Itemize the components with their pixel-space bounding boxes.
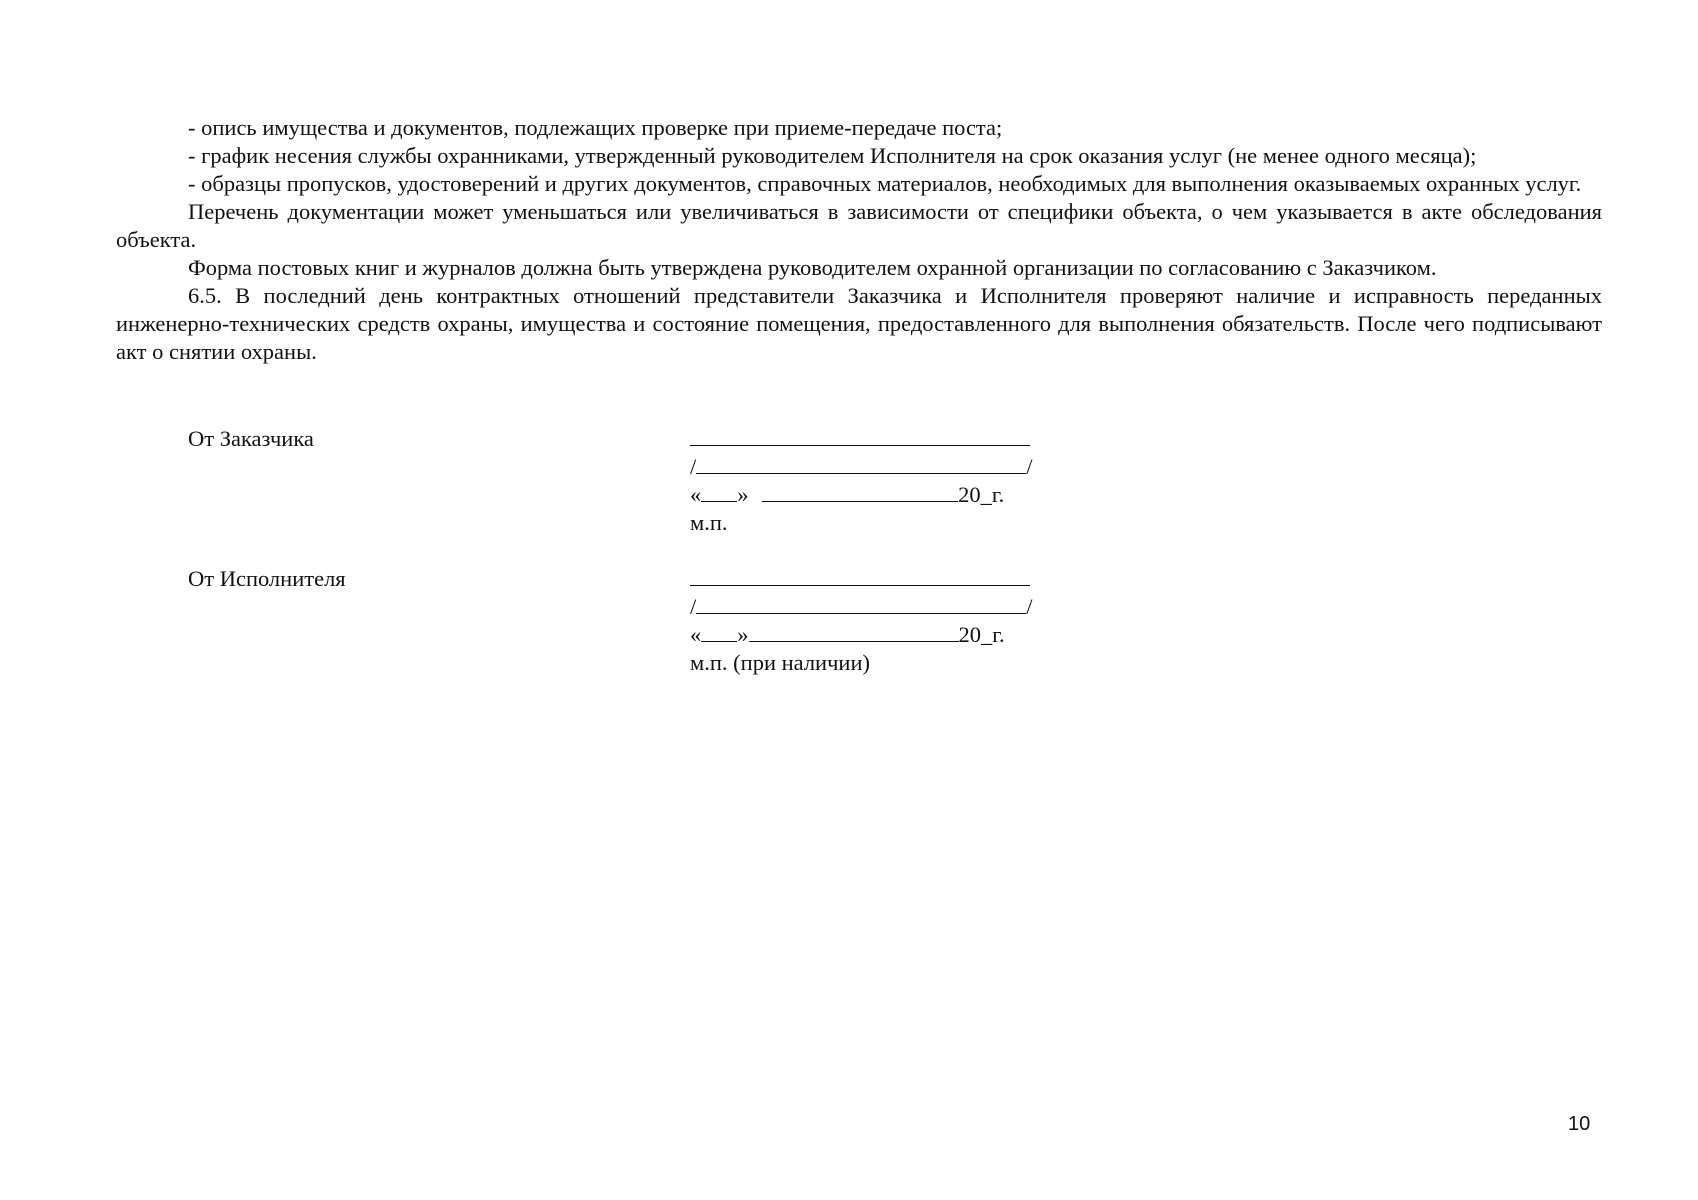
contractor-signature-label: От Исполнителя xyxy=(188,566,346,591)
contractor-name-line xyxy=(690,593,1033,621)
contractor-name-slash-close: / xyxy=(1026,594,1033,619)
customer-name-slash-close: / xyxy=(1026,454,1033,479)
contractor-year: 20_г. xyxy=(958,622,1005,647)
customer-signature-underline xyxy=(690,425,1030,446)
paragraph-samples: - образцы пропусков, удостоверений и других документов, справочных материалов, необходимых для выполнения оказываемых охранных услуг. xyxy=(188,171,1582,196)
paragraph-section-6-5: 6.5. В последний день контрактных отношений представители Заказчика и Исполнителя проверяют наличие и исправность переданных инженерно-технических средств охраны, имущества и состояние помещения, предоставленного для выполнения обязательств. После чего подписывают акт о снятии охраны. xyxy=(116,283,1602,364)
customer-signature-label: От Заказчика xyxy=(188,426,314,451)
contractor-stamp: м.п. (при наличии) xyxy=(690,650,870,675)
customer-day-quote-open: « xyxy=(690,482,702,507)
paragraph-schedule: - график несения службы охранниками, утвержденный руководителем Исполнителя на срок оказания услуг (не менее одного месяца); xyxy=(188,143,1477,168)
paragraph-documentation-list: Перечень документации может уменьшаться или увеличиваться в зависимости от специфики объекта, о чем указывается в акте обследования объекта. xyxy=(116,199,1602,252)
contractor-signature-block xyxy=(690,565,1033,677)
contractor-day-quote-close: » xyxy=(737,622,749,647)
contractor-month-underline xyxy=(749,621,959,642)
customer-date-line xyxy=(690,481,1033,509)
contractor-day-quote-open: « xyxy=(690,622,702,647)
customer-day-underline xyxy=(701,481,737,502)
contractor-signature-underline xyxy=(690,565,1030,586)
paragraph-book-forms: Форма постовых книг и журналов должна быть утверждена руководителем охранной организации по согласованию с Заказчиком. xyxy=(188,255,1437,280)
customer-name-slash-open: / xyxy=(690,454,697,479)
contractor-name-slash-open: / xyxy=(690,594,697,619)
customer-name-line xyxy=(690,453,1033,481)
customer-signature-line xyxy=(690,425,1033,453)
document-body xyxy=(116,114,1602,366)
customer-year: 20_г. xyxy=(958,482,1005,507)
customer-stamp: м.п. xyxy=(690,510,728,535)
customer-month-underline xyxy=(762,481,958,502)
page-number: 10 xyxy=(1568,1113,1591,1135)
contractor-day-underline xyxy=(701,621,737,642)
paragraph-inventory: - опись имущества и документов, подлежащих проверке при приеме-передаче поста; xyxy=(188,115,1003,140)
customer-day-quote-close: » xyxy=(737,482,749,507)
contractor-signature-line xyxy=(690,565,1033,593)
customer-signature-block xyxy=(690,425,1033,537)
contractor-name-underline xyxy=(696,593,1026,614)
customer-name-underline xyxy=(696,453,1026,474)
contractor-date-line xyxy=(690,621,1033,649)
